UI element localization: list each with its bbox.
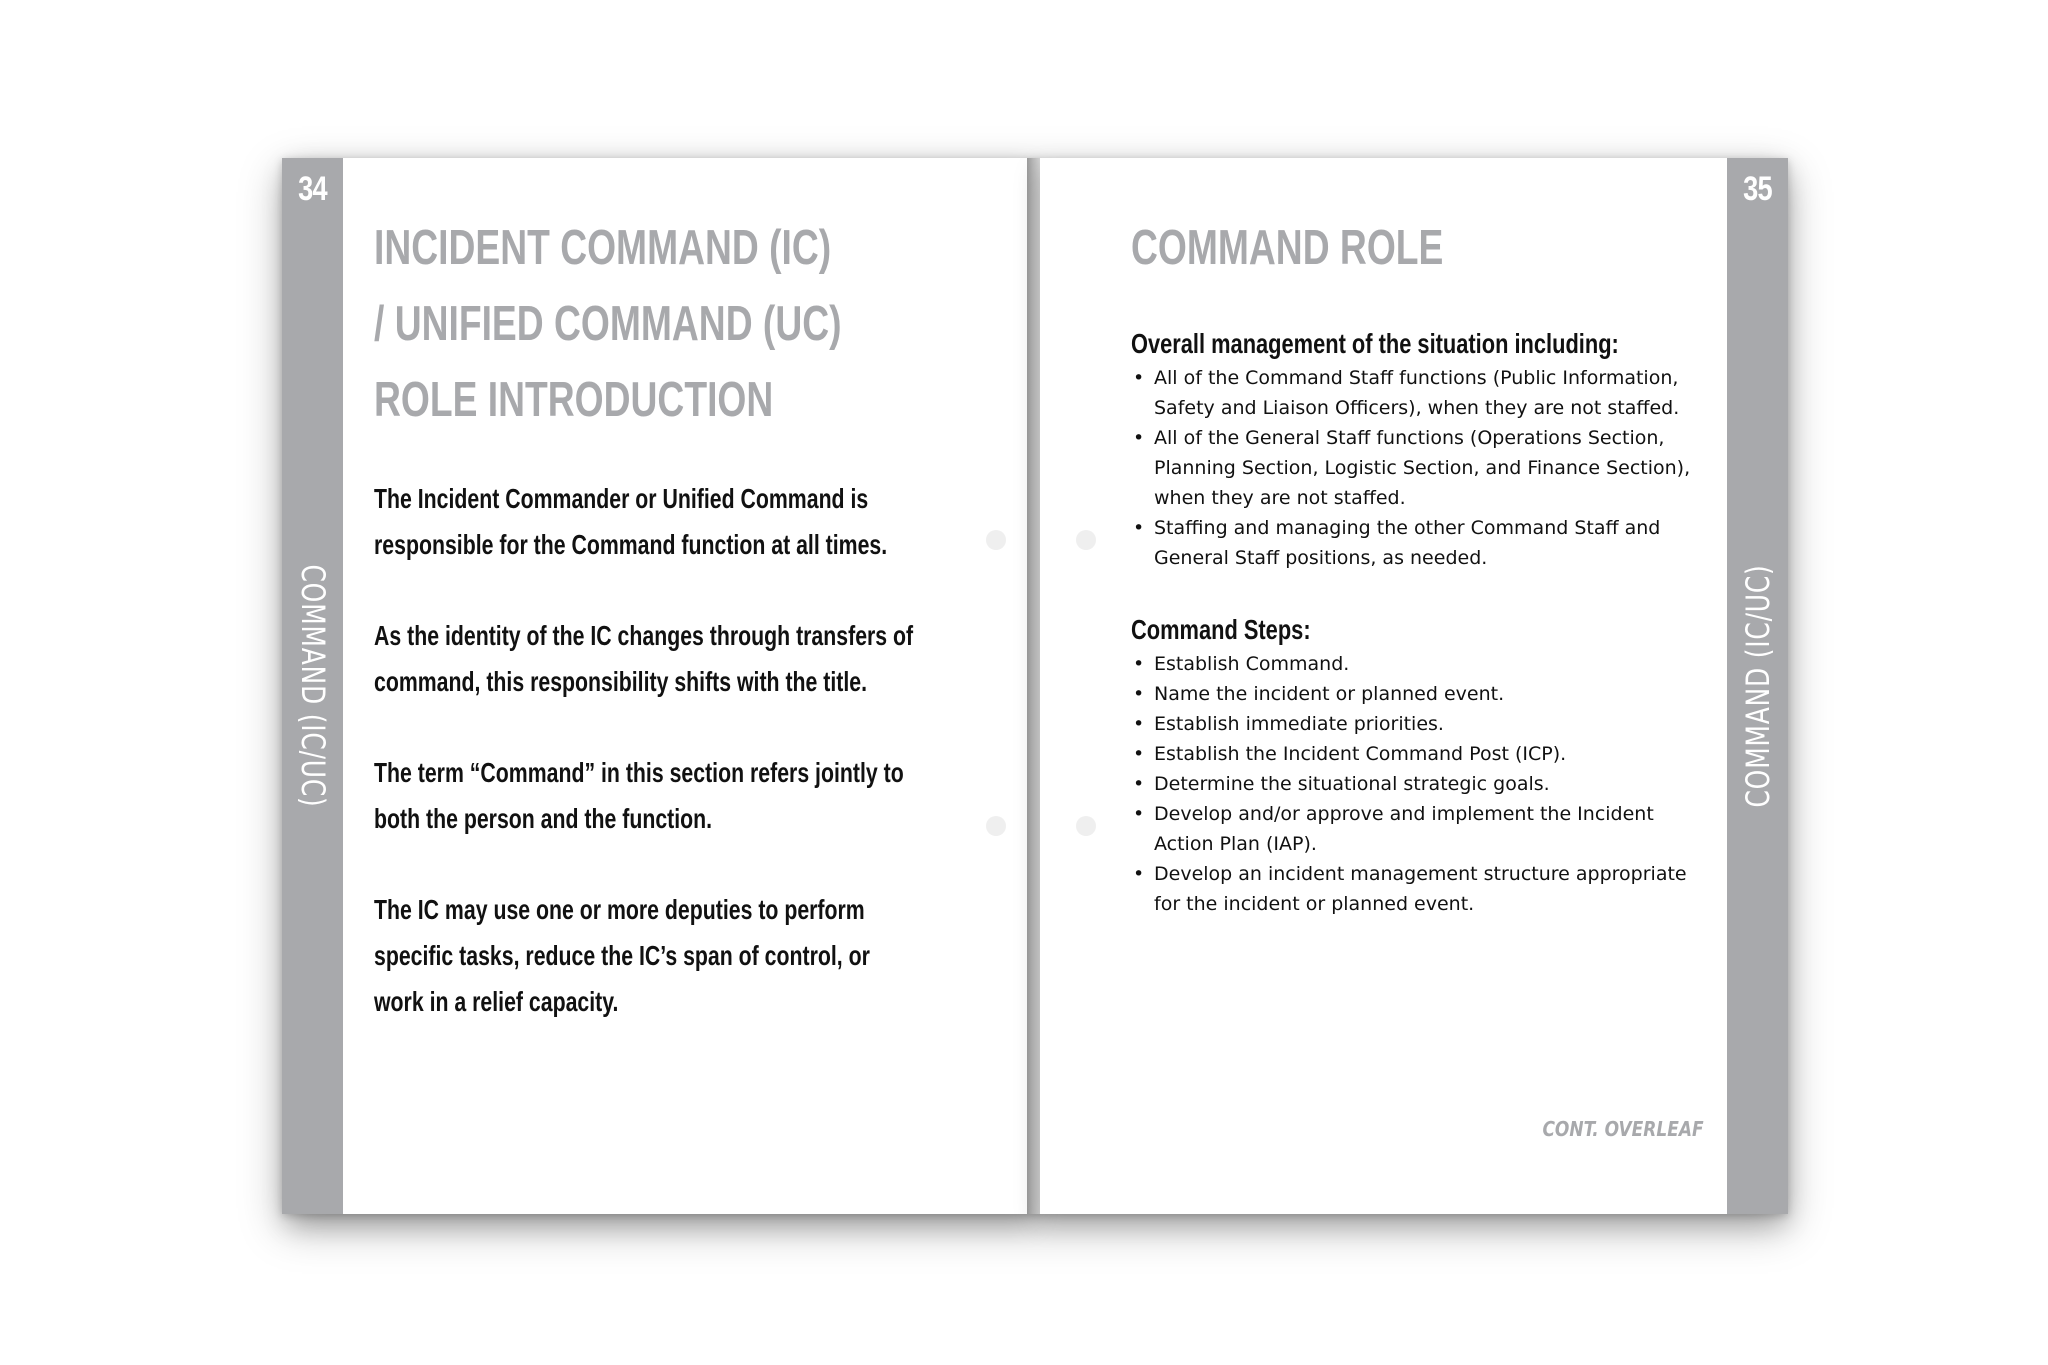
paragraph-line: The IC may use one or more deputies to perform bbox=[374, 894, 865, 925]
list-item: • All of the Command Staff functions (Public Information, Safety and Liaison Officers), when they are not staffed. bbox=[1133, 367, 1680, 419]
paragraph-line: responsible for the Command function at all times. bbox=[374, 529, 888, 560]
list-item-line: General Staff positions, as needed. bbox=[1154, 547, 1488, 569]
title-line-3: ROLE INTRODUCTION bbox=[374, 373, 774, 427]
paragraph bbox=[374, 613, 952, 705]
list-item-line: Develop an incident management structure appropriate bbox=[1154, 863, 1687, 885]
list-item-line: Establish immediate priorities. bbox=[1154, 713, 1444, 735]
paragraph-line: work in a relief capacity. bbox=[374, 986, 619, 1017]
list-item-line: Determine the situational strategic goals. bbox=[1154, 773, 1550, 795]
list-item: • Develop an incident management structure appropriate for the incident or planned event. bbox=[1133, 863, 1687, 915]
list-item-line: when they are not staffed. bbox=[1154, 487, 1406, 509]
binder-hole bbox=[986, 816, 1006, 836]
continued-overleaf-note: CONT. OVERLEAF bbox=[1542, 1117, 1704, 1141]
page-number-right: 35 bbox=[1743, 170, 1772, 208]
command-steps-list bbox=[1131, 649, 1691, 919]
list-item-line: Safety and Liaison Officers), when they are not staffed. bbox=[1154, 397, 1680, 419]
title-line-1: INCIDENT COMMAND (IC) bbox=[374, 221, 832, 275]
right-page bbox=[1040, 158, 1788, 1214]
list-item-line: Develop and/or approve and implement the Incident bbox=[1154, 803, 1654, 825]
list-item: • Staffing and managing the other Command Staff and General Staff positions, as needed. bbox=[1133, 517, 1661, 569]
paragraph-line: The Incident Commander or Unified Command is bbox=[374, 483, 869, 514]
overall-management-list bbox=[1131, 363, 1691, 573]
paragraph bbox=[374, 476, 952, 568]
list-item-line: Staffing and managing the other Command Staff and bbox=[1154, 517, 1661, 539]
binder-hole bbox=[1076, 530, 1096, 550]
list-item: • Name the incident or planned event. bbox=[1133, 683, 1505, 705]
paragraph-line: command, this responsibility shifts with the title. bbox=[374, 666, 868, 697]
title-line-2: / UNIFIED COMMAND (UC) bbox=[374, 297, 842, 351]
right-page-tab bbox=[1727, 158, 1788, 1214]
intro-paragraphs bbox=[374, 476, 952, 1070]
list-item-line: for the incident or planned event. bbox=[1154, 893, 1475, 915]
list-item: • Develop and/or approve and implement the Incident Action Plan (IAP). bbox=[1133, 803, 1654, 855]
right-tab-section-label: COMMAND (IC/UC) bbox=[1738, 564, 1777, 808]
book-gutter bbox=[1027, 158, 1040, 1214]
paragraph bbox=[374, 887, 952, 1025]
list-item: • Establish immediate priorities. bbox=[1133, 713, 1444, 735]
list-item: • Determine the situational strategic goals. bbox=[1133, 773, 1550, 795]
paragraph-line: both the person and the function. bbox=[374, 803, 713, 834]
left-page-tab bbox=[282, 158, 343, 1214]
list-item-line: All of the Command Staff functions (Public Information, bbox=[1154, 367, 1679, 389]
list-item-line: Planning Section, Logistic Section, and Finance Section), bbox=[1154, 457, 1691, 479]
paragraph-line: specific tasks, reduce the IC’s span of control, or bbox=[374, 940, 870, 971]
paragraph bbox=[374, 750, 952, 842]
left-tab-section-label: COMMAND (IC/UC) bbox=[293, 564, 332, 808]
left-page bbox=[282, 158, 1027, 1214]
list-item-line: Action Plan (IAP). bbox=[1154, 833, 1317, 855]
page-number-left: 34 bbox=[298, 170, 327, 208]
section-command-steps-title: Command Steps: bbox=[1131, 614, 1311, 645]
list-item: • Establish Command. bbox=[1133, 653, 1350, 675]
section-overall-management-title: Overall management of the situation including: bbox=[1131, 328, 1619, 359]
left-page-title bbox=[374, 210, 842, 438]
binder-hole bbox=[986, 530, 1006, 550]
right-page-title: COMMAND ROLE bbox=[1131, 221, 1444, 275]
paragraph-line: As the identity of the IC changes through transfers of bbox=[374, 620, 914, 651]
paragraph-line: The term “Command” in this section refers jointly to bbox=[374, 757, 904, 788]
list-item-line: Establish the Incident Command Post (ICP). bbox=[1154, 743, 1567, 765]
list-item: • All of the General Staff functions (Operations Section, Planning Section, Logistic Section, and Finance Section), when they are not staffed. bbox=[1133, 427, 1691, 509]
list-item-line: Establish Command. bbox=[1154, 653, 1350, 675]
list-item-line: Name the incident or planned event. bbox=[1154, 683, 1505, 705]
binder-hole bbox=[1076, 816, 1096, 836]
list-item-line: All of the General Staff functions (Operations Section, bbox=[1154, 427, 1665, 449]
list-item: • Establish the Incident Command Post (ICP). bbox=[1133, 743, 1567, 765]
